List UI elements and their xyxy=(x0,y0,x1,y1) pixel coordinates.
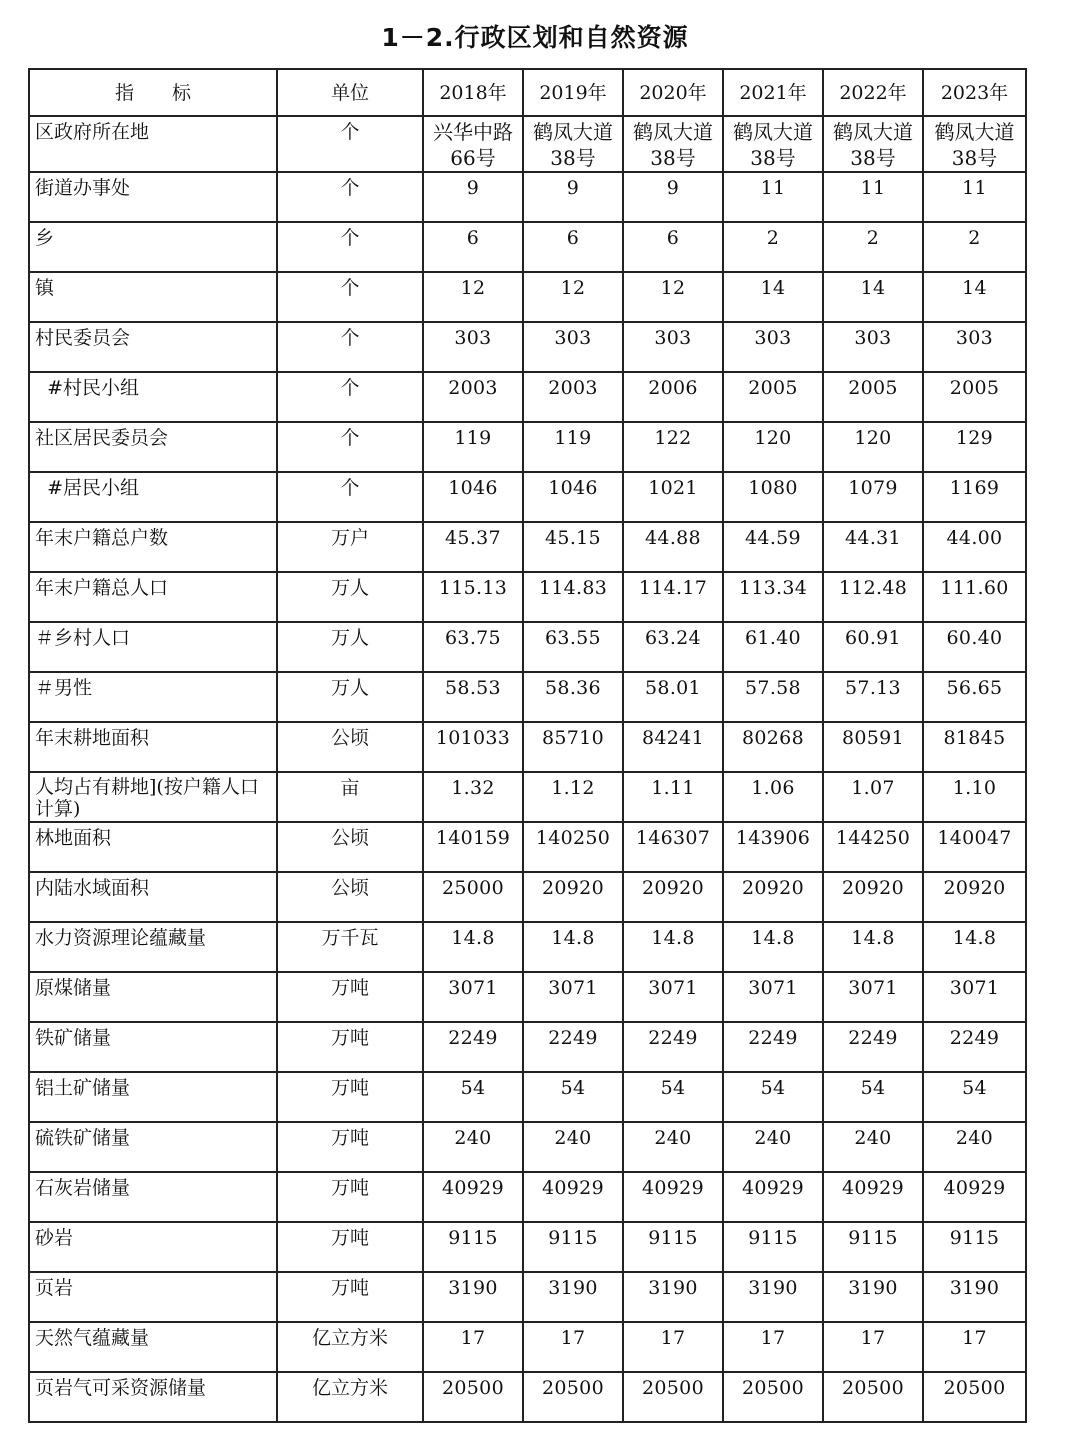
row-value: 61.40 xyxy=(723,622,823,672)
row-value: 57.13 xyxy=(823,672,923,722)
row-value: 115.13 xyxy=(423,572,523,622)
row-value: 85710 xyxy=(523,722,623,772)
row-indicator: #居民小组 xyxy=(29,472,277,522)
row-indicator: 林地面积 xyxy=(29,822,277,872)
row-value: 12 xyxy=(523,272,623,322)
row-value: 6 xyxy=(623,222,723,272)
table-row xyxy=(29,322,1026,372)
row-value: 112.48 xyxy=(823,572,923,622)
row-value: 80268 xyxy=(723,722,823,772)
row-value: 6 xyxy=(523,222,623,272)
row-value: 3190 xyxy=(923,1272,1026,1322)
row-value: 58.36 xyxy=(523,672,623,722)
row-value: 60.40 xyxy=(923,622,1026,672)
row-unit: 万吨 xyxy=(277,1022,423,1072)
row-indicator: 街道办事处 xyxy=(29,172,277,222)
table-row xyxy=(29,1272,1026,1322)
row-value: 54 xyxy=(523,1072,623,1122)
row-value: 240 xyxy=(523,1122,623,1172)
row-value: 3190 xyxy=(523,1272,623,1322)
row-value: 9 xyxy=(423,172,523,222)
row-value: 2249 xyxy=(823,1022,923,1072)
row-value: 鹤凤大道38号 xyxy=(523,116,623,172)
row-unit: 公顷 xyxy=(277,822,423,872)
row-value: 240 xyxy=(823,1122,923,1172)
table-row xyxy=(29,472,1026,522)
row-indicator: 页岩 xyxy=(29,1272,277,1322)
row-value: 240 xyxy=(423,1122,523,1172)
row-value: 2005 xyxy=(823,372,923,422)
table-row xyxy=(29,1322,1026,1372)
header-indicator: 指 标 xyxy=(29,69,277,116)
row-value: 20500 xyxy=(423,1372,523,1422)
row-unit: 万户 xyxy=(277,522,423,572)
table-row xyxy=(29,222,1026,272)
row-value: 11 xyxy=(823,172,923,222)
row-unit: 万吨 xyxy=(277,972,423,1022)
row-unit: 个 xyxy=(277,116,423,172)
row-value: 1079 xyxy=(823,472,923,522)
row-value: 40929 xyxy=(823,1172,923,1222)
row-value: 2249 xyxy=(623,1022,723,1072)
table-row xyxy=(29,522,1026,572)
row-value: 303 xyxy=(423,322,523,372)
row-value: 40929 xyxy=(523,1172,623,1222)
row-value: 20500 xyxy=(823,1372,923,1422)
row-value: 1080 xyxy=(723,472,823,522)
row-value: 9 xyxy=(623,172,723,222)
row-unit: 个 xyxy=(277,272,423,322)
row-indicator: #村民小组 xyxy=(29,372,277,422)
row-unit: 亿立方米 xyxy=(277,1372,423,1422)
row-indicator: 年末户籍总人口 xyxy=(29,572,277,622)
row-value: 2005 xyxy=(723,372,823,422)
row-value: 9115 xyxy=(923,1222,1026,1272)
page-title: 1－2.行政区划和自然资源 xyxy=(381,23,689,52)
row-value: 1.10 xyxy=(923,772,1026,822)
row-value: 140250 xyxy=(523,822,623,872)
row-value: 14 xyxy=(723,272,823,322)
row-value: 20920 xyxy=(723,872,823,922)
row-indicator: 硫铁矿储量 xyxy=(29,1122,277,1172)
row-indicator: 水力资源理论蕴藏量 xyxy=(29,922,277,972)
row-value: 58.53 xyxy=(423,672,523,722)
row-value: 3190 xyxy=(723,1272,823,1322)
row-indicator: 人均占有耕地](按户籍人口计算) xyxy=(29,772,277,822)
table-row xyxy=(29,1372,1026,1422)
header-year: 2021年 xyxy=(723,69,823,116)
row-value: 44.31 xyxy=(823,522,923,572)
row-value: 303 xyxy=(823,322,923,372)
row-value: 240 xyxy=(923,1122,1026,1172)
row-unit: 个 xyxy=(277,172,423,222)
table-row xyxy=(29,172,1026,222)
row-unit: 个 xyxy=(277,422,423,472)
row-indicator: 乡 xyxy=(29,222,277,272)
row-indicator: 区政府所在地 xyxy=(29,116,277,172)
row-value: 122 xyxy=(623,422,723,472)
row-value: 17 xyxy=(923,1322,1026,1372)
row-value: 6 xyxy=(423,222,523,272)
table-row xyxy=(29,422,1026,472)
row-value: 9115 xyxy=(623,1222,723,1272)
row-value: 303 xyxy=(623,322,723,372)
row-value: 2 xyxy=(723,222,823,272)
row-value: 120 xyxy=(723,422,823,472)
row-value: 44.00 xyxy=(923,522,1026,572)
table-row xyxy=(29,922,1026,972)
row-value: 3071 xyxy=(423,972,523,1022)
row-unit: 公顷 xyxy=(277,872,423,922)
row-unit: 万千瓦 xyxy=(277,922,423,972)
row-value: 3071 xyxy=(723,972,823,1022)
row-value: 140159 xyxy=(423,822,523,872)
row-unit: 个 xyxy=(277,222,423,272)
row-value: 60.91 xyxy=(823,622,923,672)
table-row xyxy=(29,822,1026,872)
row-value: 3190 xyxy=(823,1272,923,1322)
row-indicator: 页岩气可采资源储量 xyxy=(29,1372,277,1422)
data-table xyxy=(28,68,1027,1423)
row-value: 45.37 xyxy=(423,522,523,572)
row-value: 111.60 xyxy=(923,572,1026,622)
row-value: 20500 xyxy=(623,1372,723,1422)
row-value: 2005 xyxy=(923,372,1026,422)
row-value: 240 xyxy=(623,1122,723,1172)
table-row xyxy=(29,272,1026,322)
row-value: 84241 xyxy=(623,722,723,772)
table-row xyxy=(29,722,1026,772)
row-value: 3071 xyxy=(523,972,623,1022)
row-value: 兴华中路66号 xyxy=(423,116,523,172)
row-unit: 万吨 xyxy=(277,1272,423,1322)
row-value: 14 xyxy=(923,272,1026,322)
row-value: 14.8 xyxy=(523,922,623,972)
row-value: 3190 xyxy=(423,1272,523,1322)
row-value: 20500 xyxy=(723,1372,823,1422)
row-value: 鹤凤大道38号 xyxy=(923,116,1026,172)
table-row xyxy=(29,1172,1026,1222)
row-value: 2249 xyxy=(923,1022,1026,1072)
row-value: 25000 xyxy=(423,872,523,922)
row-value: 54 xyxy=(623,1072,723,1122)
row-unit: 万人 xyxy=(277,622,423,672)
header-year: 2023年 xyxy=(923,69,1026,116)
row-value: 81845 xyxy=(923,722,1026,772)
row-value: 1046 xyxy=(523,472,623,522)
row-indicator: 铝土矿储量 xyxy=(29,1072,277,1122)
row-value: 54 xyxy=(423,1072,523,1122)
row-unit: 万吨 xyxy=(277,1172,423,1222)
row-unit: 个 xyxy=(277,472,423,522)
row-value: 303 xyxy=(923,322,1026,372)
row-value: 54 xyxy=(723,1072,823,1122)
row-indicator: 社区居民委员会 xyxy=(29,422,277,472)
table-row xyxy=(29,1122,1026,1172)
row-value: 3190 xyxy=(623,1272,723,1322)
row-value: 14.8 xyxy=(823,922,923,972)
row-unit: 万人 xyxy=(277,572,423,622)
header-year: 2019年 xyxy=(523,69,623,116)
row-value: 9115 xyxy=(523,1222,623,1272)
row-value: 40929 xyxy=(923,1172,1026,1222)
row-value: 20920 xyxy=(623,872,723,922)
row-value: 1.11 xyxy=(623,772,723,822)
row-value: 1021 xyxy=(623,472,723,522)
row-value: 鹤凤大道38号 xyxy=(723,116,823,172)
row-indicator: 石灰岩储量 xyxy=(29,1172,277,1222)
row-value: 3071 xyxy=(923,972,1026,1022)
row-value: 120 xyxy=(823,422,923,472)
row-value: 17 xyxy=(423,1322,523,1372)
row-value: 63.55 xyxy=(523,622,623,672)
row-value: 129 xyxy=(923,422,1026,472)
row-value: 1046 xyxy=(423,472,523,522)
row-value: 20920 xyxy=(823,872,923,922)
row-value: 57.58 xyxy=(723,672,823,722)
table-row xyxy=(29,1222,1026,1272)
header-year: 2020年 xyxy=(623,69,723,116)
row-indicator: 铁矿储量 xyxy=(29,1022,277,1072)
row-unit: 个 xyxy=(277,322,423,372)
row-unit: 亿立方米 xyxy=(277,1322,423,1372)
row-indicator: 砂岩 xyxy=(29,1222,277,1272)
header-year: 2018年 xyxy=(423,69,523,116)
row-value: 2249 xyxy=(423,1022,523,1072)
row-unit: 万吨 xyxy=(277,1072,423,1122)
row-value: 119 xyxy=(523,422,623,472)
row-value: 20500 xyxy=(923,1372,1026,1422)
row-value: 56.65 xyxy=(923,672,1026,722)
row-value: 11 xyxy=(923,172,1026,222)
row-value: 20500 xyxy=(523,1372,623,1422)
row-unit: 万人 xyxy=(277,672,423,722)
row-value: 9115 xyxy=(823,1222,923,1272)
row-value: 11 xyxy=(723,172,823,222)
row-indicator: 内陆水域面积 xyxy=(29,872,277,922)
row-value: 114.83 xyxy=(523,572,623,622)
row-indicator: ＃男性 xyxy=(29,672,277,722)
row-value: 3071 xyxy=(823,972,923,1022)
row-unit: 亩 xyxy=(277,772,423,822)
row-value: 14 xyxy=(823,272,923,322)
row-value: 9 xyxy=(523,172,623,222)
row-value: 45.15 xyxy=(523,522,623,572)
row-value: 1.32 xyxy=(423,772,523,822)
table-row xyxy=(29,872,1026,922)
row-value: 鹤凤大道38号 xyxy=(623,116,723,172)
row-value: 1169 xyxy=(923,472,1026,522)
row-indicator: 原煤储量 xyxy=(29,972,277,1022)
row-value: 44.59 xyxy=(723,522,823,572)
row-value: 40929 xyxy=(423,1172,523,1222)
row-value: 14.8 xyxy=(923,922,1026,972)
row-value: 63.24 xyxy=(623,622,723,672)
table-row xyxy=(29,1072,1026,1122)
table-row xyxy=(29,672,1026,722)
row-unit: 万吨 xyxy=(277,1122,423,1172)
row-unit: 个 xyxy=(277,372,423,422)
row-indicator: 年末耕地面积 xyxy=(29,722,277,772)
row-value: 1.12 xyxy=(523,772,623,822)
row-value: 119 xyxy=(423,422,523,472)
row-value: 14.8 xyxy=(623,922,723,972)
row-value: 12 xyxy=(423,272,523,322)
row-value: 20920 xyxy=(923,872,1026,922)
row-value: 3071 xyxy=(623,972,723,1022)
row-value: 17 xyxy=(523,1322,623,1372)
row-value: 2249 xyxy=(723,1022,823,1072)
row-value: 14.8 xyxy=(423,922,523,972)
row-value: 143906 xyxy=(723,822,823,872)
table-row xyxy=(29,772,1026,822)
row-value: 14.8 xyxy=(723,922,823,972)
row-value: 20920 xyxy=(523,872,623,922)
table-body xyxy=(29,116,1026,1422)
row-value: 80591 xyxy=(823,722,923,772)
row-indicator: ＃乡村人口 xyxy=(29,622,277,672)
row-value: 2003 xyxy=(523,372,623,422)
row-value: 9115 xyxy=(423,1222,523,1272)
row-value: 54 xyxy=(823,1072,923,1122)
row-value: 9115 xyxy=(723,1222,823,1272)
table-row xyxy=(29,622,1026,672)
row-value: 2006 xyxy=(623,372,723,422)
header-unit: 单位 xyxy=(277,69,423,116)
row-indicator: 镇 xyxy=(29,272,277,322)
table-row xyxy=(29,116,1026,172)
row-value: 113.34 xyxy=(723,572,823,622)
row-value: 40929 xyxy=(723,1172,823,1222)
row-value: 146307 xyxy=(623,822,723,872)
row-value: 1.06 xyxy=(723,772,823,822)
row-value: 101033 xyxy=(423,722,523,772)
row-value: 240 xyxy=(723,1122,823,1172)
table-row xyxy=(29,572,1026,622)
row-value: 63.75 xyxy=(423,622,523,672)
row-value: 1.07 xyxy=(823,772,923,822)
row-value: 44.88 xyxy=(623,522,723,572)
row-value: 144250 xyxy=(823,822,923,872)
row-value: 40929 xyxy=(623,1172,723,1222)
row-value: 114.17 xyxy=(623,572,723,622)
row-value: 303 xyxy=(523,322,623,372)
table-row xyxy=(29,1022,1026,1072)
row-value: 303 xyxy=(723,322,823,372)
row-value: 54 xyxy=(923,1072,1026,1122)
row-indicator: 天然气蕴藏量 xyxy=(29,1322,277,1372)
header-year: 2022年 xyxy=(823,69,923,116)
row-value: 17 xyxy=(623,1322,723,1372)
row-value: 12 xyxy=(623,272,723,322)
row-value: 2 xyxy=(823,222,923,272)
row-value: 2249 xyxy=(523,1022,623,1072)
row-value: 2 xyxy=(923,222,1026,272)
row-value: 鹤凤大道38号 xyxy=(823,116,923,172)
row-value: 17 xyxy=(723,1322,823,1372)
row-value: 140047 xyxy=(923,822,1026,872)
row-value: 58.01 xyxy=(623,672,723,722)
row-indicator: 村民委员会 xyxy=(29,322,277,372)
row-value: 2003 xyxy=(423,372,523,422)
header-row xyxy=(29,69,1026,116)
row-unit: 万吨 xyxy=(277,1222,423,1272)
row-value: 17 xyxy=(823,1322,923,1372)
table-row xyxy=(29,972,1026,1022)
table-row xyxy=(29,372,1026,422)
row-unit: 公顷 xyxy=(277,722,423,772)
row-indicator: 年末户籍总户数 xyxy=(29,522,277,572)
